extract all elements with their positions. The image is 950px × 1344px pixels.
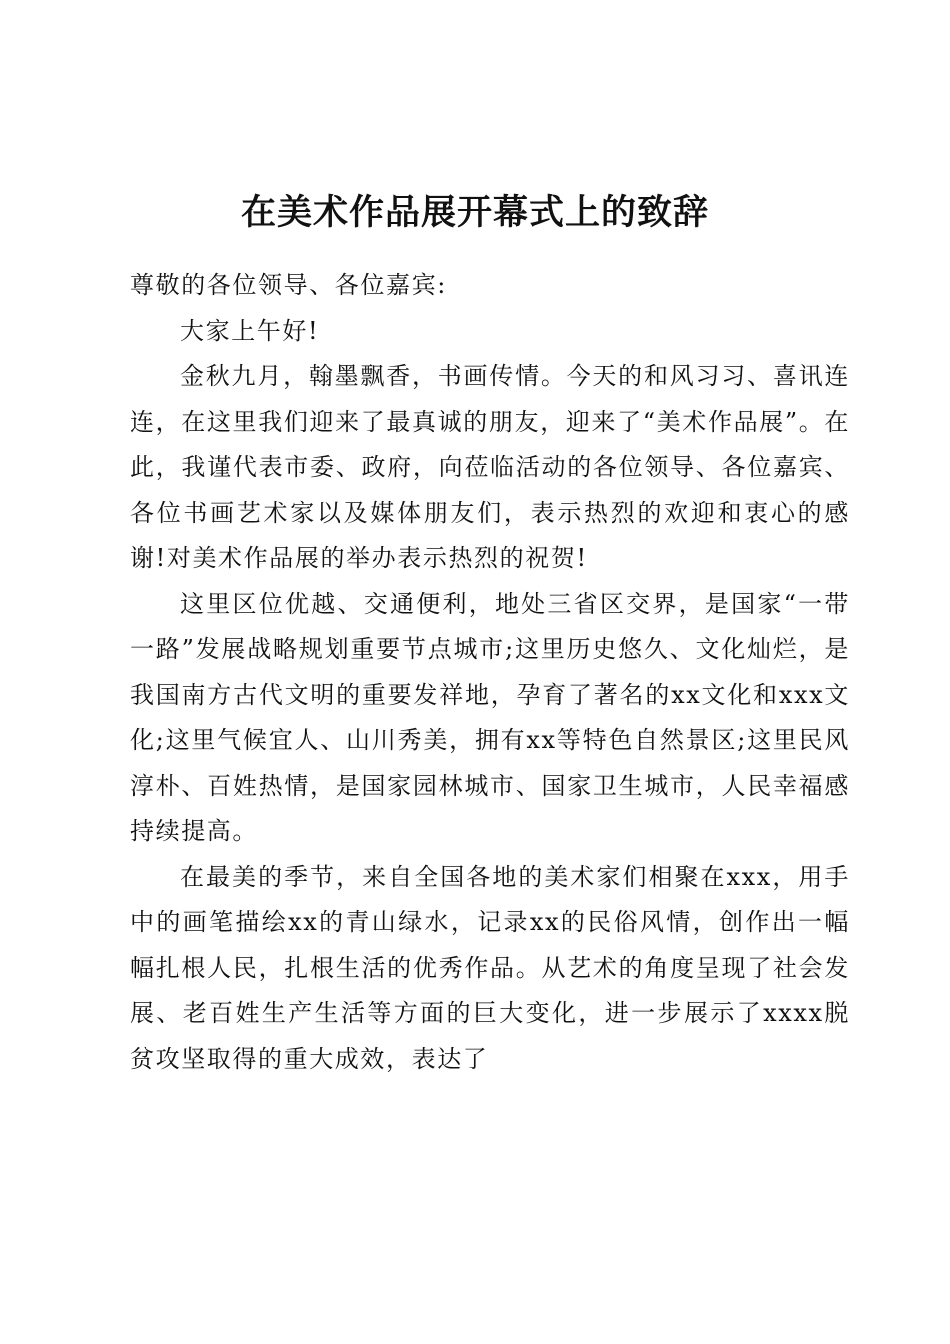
document-title: 在美术作品展开幕式上的致辞: [240, 192, 709, 234]
paragraph-welcome: 金秋九月，翰墨飘香，书画传情。今天的和风习习、喜讯连连，在这里我们迎来了最真诚的朋友，迎来了“美术作品展”。在此，我谨代表市委、政府，向莅临活动的各位领导、各位嘉宾、各位书画艺术家以及媒体朋友们，表示热烈的欢迎和衷心的感谢!对美术作品展的举办表示热烈的祝贺!: [130, 362, 850, 572]
paragraph-city-intro: 这里区位优越、交通便利，地处三省区交界，是国家“一带一路”发展战略规划重要节点城市;这里历史悠久、文化灿烂，是我国南方古代文明的重要发祥地，孕育了著名的xx文化和xxx文化;这里气候宜人、山川秀美，拥有xx等特色自然景区;这里民风淳朴、百姓热情，是国家园林城市、国家卫生城市，人民幸福感持续提高。: [130, 589, 850, 845]
salutation: 尊敬的各位领导、各位嘉宾:: [130, 271, 447, 299]
paragraph-greeting: 大家上午好!: [180, 316, 320, 345]
document-body: [130, 263, 850, 1082]
paragraph-exhibition: 在最美的季节，来自全国各地的美术家们相聚在xxx，用手中的画笔描绘xx的青山绿水，记录xx的民俗风情，创作出一幅幅扎根人民，扎根生活的优秀作品。从艺术的角度呈现了社会发展、老百姓生产生活等方面的巨大变化，进一步展示了xxxx脱贫攻坚取得的重大成效，表达了: [130, 862, 850, 1073]
